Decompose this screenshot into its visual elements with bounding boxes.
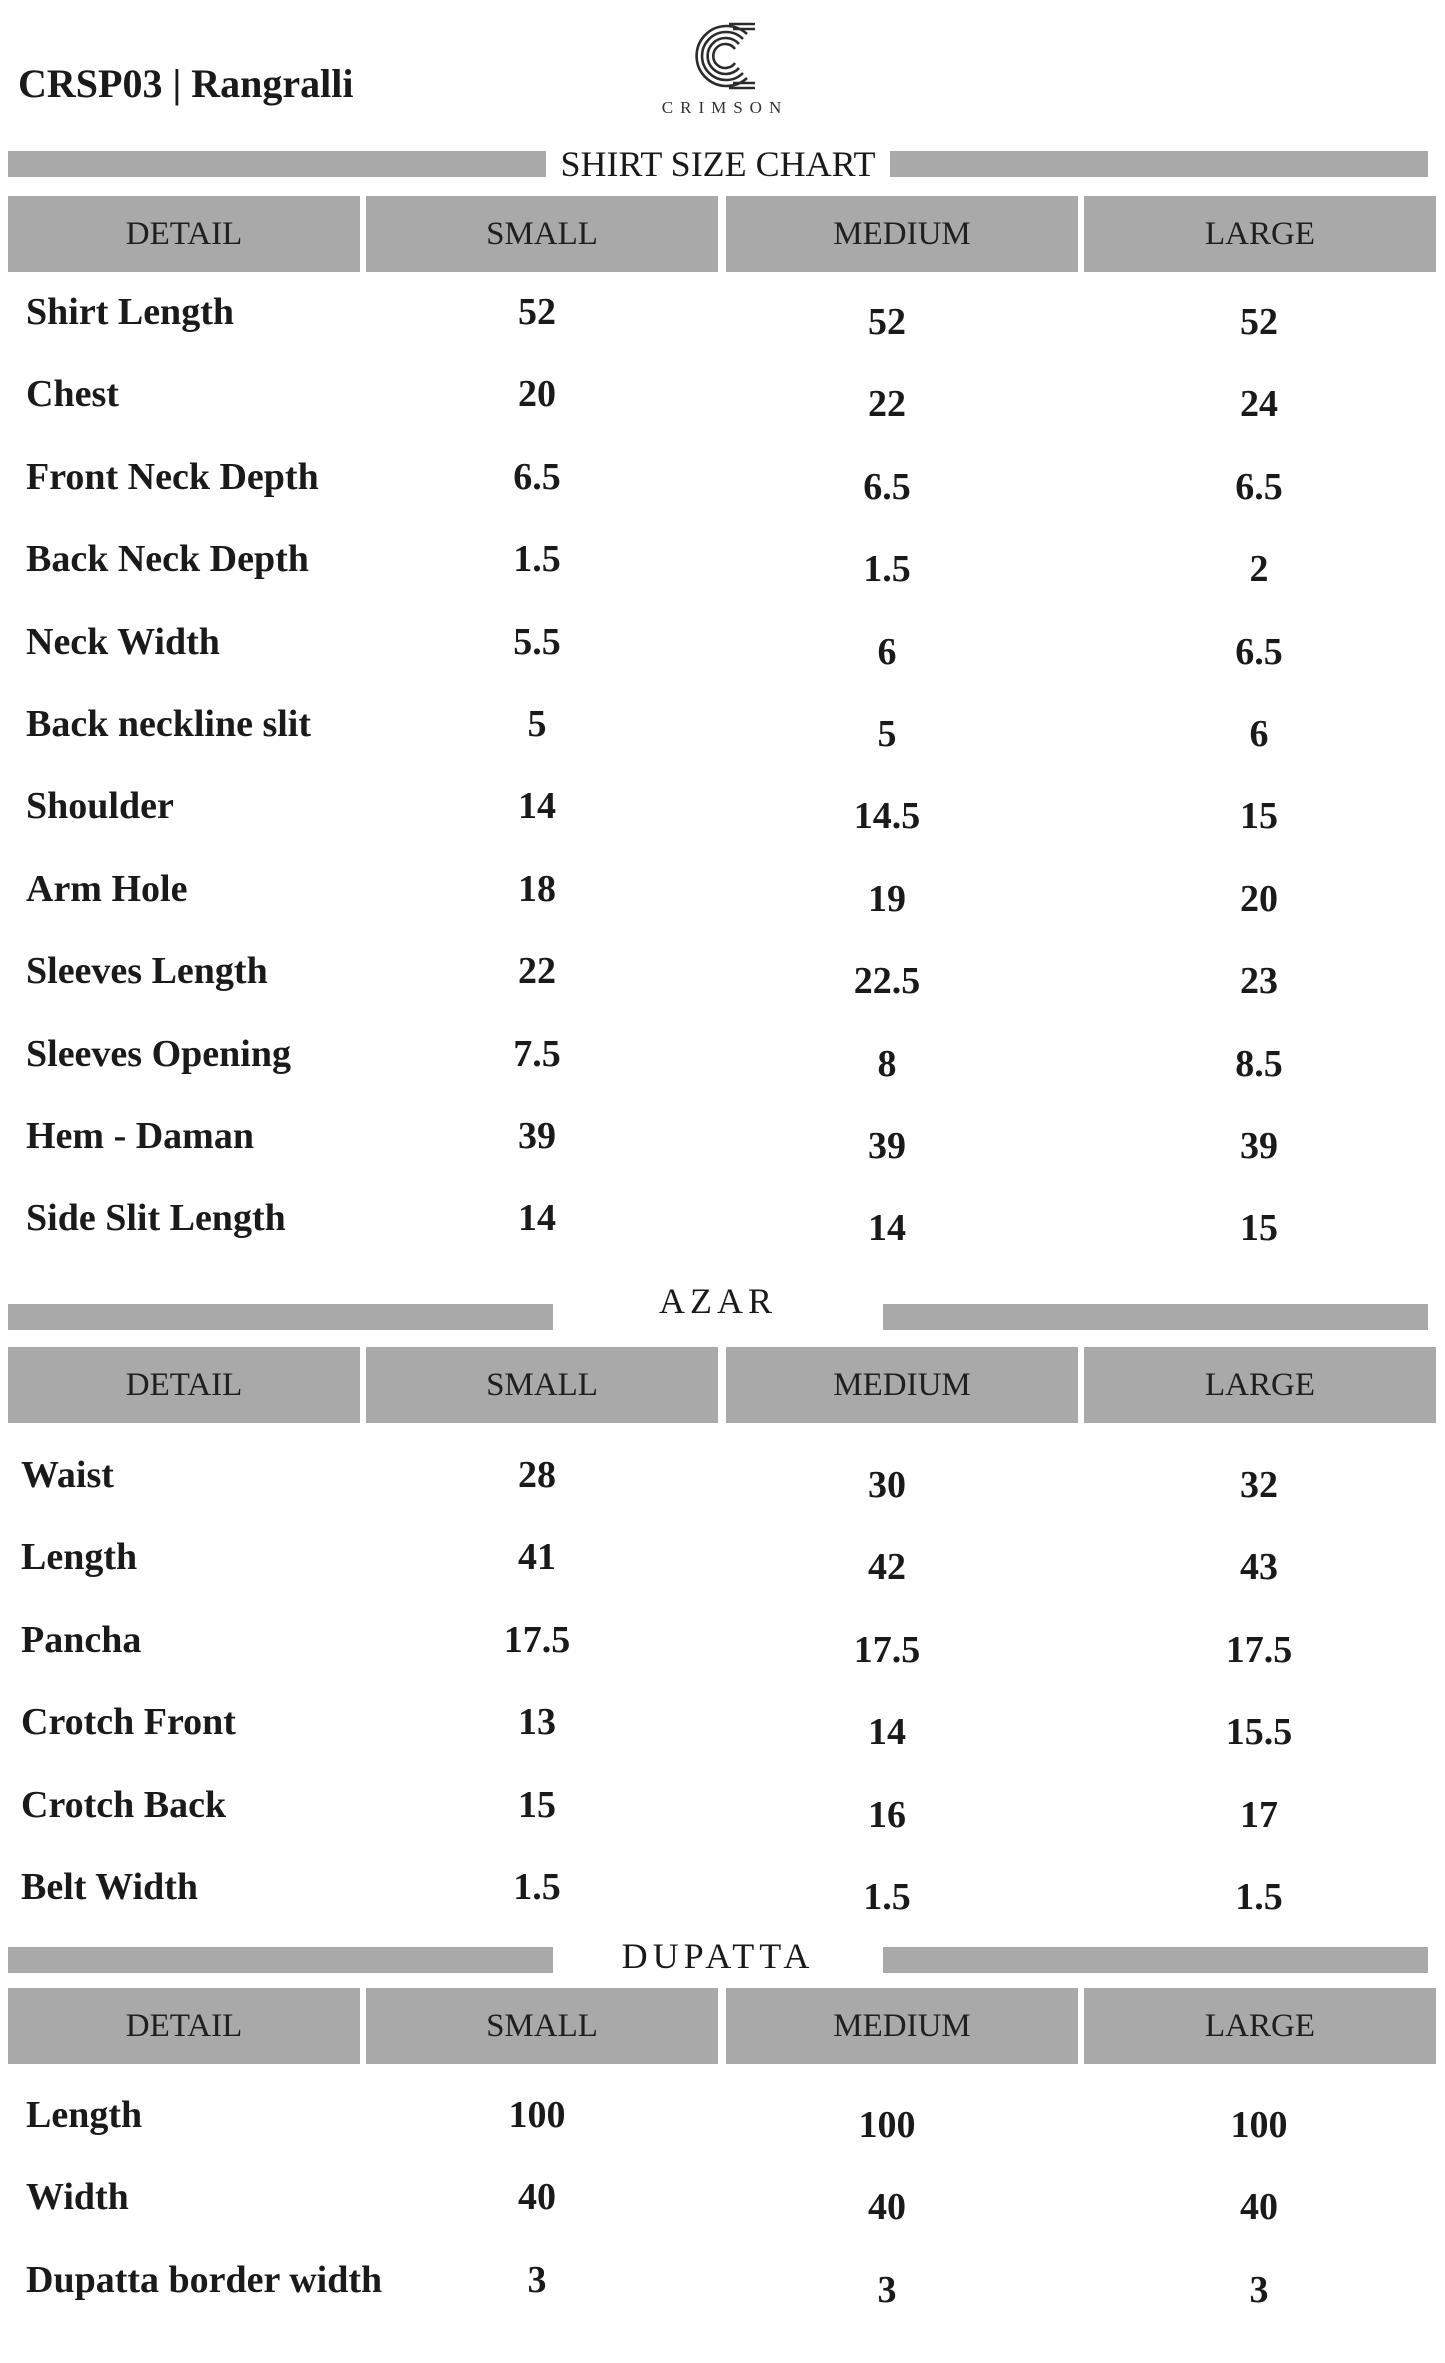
header-medium: MEDIUM bbox=[726, 196, 1078, 272]
value-medium: 5 bbox=[877, 713, 897, 755]
row-label: Width bbox=[26, 2176, 129, 2219]
section-title-row-azar bbox=[8, 1280, 1428, 1330]
row-label: Front Neck Depth bbox=[26, 455, 319, 498]
value-medium: 19 bbox=[868, 877, 906, 920]
value-small: 20 bbox=[518, 373, 556, 416]
value-medium: 22 bbox=[868, 383, 906, 426]
header-medium: MEDIUM bbox=[726, 1988, 1078, 2064]
row-label: Hem - Daman bbox=[26, 1115, 254, 1157]
row-label: Dupatta border width bbox=[26, 2258, 383, 2301]
section-title-azar: AZAR bbox=[8, 1280, 1428, 1322]
value-large: 32 bbox=[1240, 1464, 1278, 1506]
row-label: Back neckline slit bbox=[26, 703, 312, 745]
value-large: 52 bbox=[1240, 301, 1278, 343]
row-label: Shirt Length bbox=[26, 291, 234, 333]
table-header-azar bbox=[8, 1347, 1438, 1423]
table-row bbox=[0, 784, 1445, 866]
brand-name: CRIMSON bbox=[661, 98, 789, 117]
value-large: 100 bbox=[1230, 2104, 1288, 2146]
value-small: 28 bbox=[518, 1454, 556, 1496]
value-large: 6.5 bbox=[1235, 465, 1283, 508]
value-medium: 42 bbox=[868, 1546, 906, 1589]
value-large: 15.5 bbox=[1225, 1711, 1293, 1754]
value-large: 20 bbox=[1240, 877, 1278, 920]
value-small: 1.5 bbox=[513, 1866, 561, 1908]
value-small: 1.5 bbox=[513, 538, 561, 581]
header-detail: DETAIL bbox=[8, 1347, 360, 1423]
table-header-shirt bbox=[8, 196, 1438, 272]
value-large: 15 bbox=[1240, 1207, 1278, 1250]
value-small: 41 bbox=[518, 1536, 556, 1579]
value-small: 5 bbox=[527, 703, 547, 745]
value-medium: 16 bbox=[868, 1793, 906, 1836]
row-label: Side Slit Length bbox=[26, 1197, 286, 1240]
row-label: Chest bbox=[26, 373, 119, 416]
value-medium: 1.5 bbox=[863, 1876, 911, 1918]
brand-logo bbox=[650, 20, 800, 118]
value-large: 2 bbox=[1249, 548, 1269, 591]
header-detail: DETAIL bbox=[8, 1988, 360, 2064]
table-row bbox=[0, 1032, 1445, 1114]
value-small: 5.5 bbox=[513, 620, 561, 663]
table-row bbox=[0, 620, 1445, 702]
table-row bbox=[0, 290, 1445, 372]
value-medium: 22.5 bbox=[853, 960, 921, 1003]
row-label: Sleeves Length bbox=[26, 950, 268, 993]
value-small: 13 bbox=[518, 1701, 556, 1744]
table-row bbox=[0, 537, 1445, 619]
table-row bbox=[0, 949, 1445, 1031]
value-large: 24 bbox=[1240, 383, 1278, 426]
value-large: 17 bbox=[1240, 1793, 1278, 1836]
row-label: Arm Hole bbox=[26, 867, 188, 910]
row-label: Neck Width bbox=[26, 620, 220, 663]
table-row bbox=[0, 1618, 1445, 1700]
value-medium: 39 bbox=[868, 1125, 906, 1167]
header-small: SMALL bbox=[366, 196, 718, 272]
value-large: 3 bbox=[1249, 2268, 1269, 2311]
row-label: Back Neck Depth bbox=[26, 538, 309, 581]
value-medium: 30 bbox=[868, 1464, 906, 1506]
value-medium: 6.5 bbox=[863, 465, 911, 508]
value-medium: 40 bbox=[868, 2186, 906, 2229]
header-small: SMALL bbox=[366, 1347, 718, 1423]
table-row bbox=[0, 455, 1445, 537]
value-small: 18 bbox=[518, 867, 556, 910]
value-small: 22 bbox=[518, 950, 556, 993]
section-title-shirt: SHIRT SIZE CHART bbox=[8, 143, 1428, 185]
header-large: LARGE bbox=[1084, 1347, 1436, 1423]
row-label: Length bbox=[21, 1536, 138, 1579]
row-label: Shoulder bbox=[26, 785, 174, 828]
table-row bbox=[0, 1114, 1445, 1196]
value-large: 6.5 bbox=[1235, 630, 1283, 673]
header-detail: DETAIL bbox=[8, 196, 360, 272]
value-small: 7.5 bbox=[513, 1032, 561, 1075]
row-label: Waist bbox=[21, 1454, 114, 1496]
section-title-row-dupatta bbox=[8, 1935, 1428, 1985]
value-small: 100 bbox=[508, 2094, 566, 2136]
value-large: 43 bbox=[1240, 1546, 1278, 1589]
row-label: Crotch Back bbox=[21, 1783, 227, 1826]
table-row bbox=[0, 1196, 1445, 1278]
value-large: 1.5 bbox=[1235, 1876, 1283, 1918]
value-small: 6.5 bbox=[513, 455, 561, 498]
row-label: Sleeves Opening bbox=[26, 1032, 291, 1075]
value-medium: 3 bbox=[877, 2268, 897, 2311]
value-small: 15 bbox=[518, 1783, 556, 1826]
value-medium: 8 bbox=[877, 1042, 897, 1085]
value-medium: 52 bbox=[868, 301, 906, 343]
table-row bbox=[0, 1453, 1445, 1535]
value-medium: 1.5 bbox=[863, 548, 911, 591]
header-large: LARGE bbox=[1084, 196, 1436, 272]
table-row bbox=[0, 2175, 1445, 2257]
row-label: Belt Width bbox=[21, 1866, 199, 1908]
table-header-dupatta bbox=[8, 1988, 1438, 2064]
header-large: LARGE bbox=[1084, 1988, 1436, 2064]
value-medium: 14.5 bbox=[853, 795, 921, 838]
table-row bbox=[0, 1783, 1445, 1865]
value-small: 39 bbox=[518, 1115, 556, 1157]
value-small: 3 bbox=[527, 2258, 547, 2301]
value-large: 40 bbox=[1240, 2186, 1278, 2229]
value-small: 14 bbox=[518, 785, 556, 828]
header-medium: MEDIUM bbox=[726, 1347, 1078, 1423]
value-small: 14 bbox=[518, 1197, 556, 1240]
value-large: 8.5 bbox=[1235, 1042, 1283, 1085]
row-label: Pancha bbox=[21, 1618, 142, 1661]
value-small: 17.5 bbox=[503, 1618, 571, 1661]
row-label: Crotch Front bbox=[21, 1701, 236, 1744]
table-row bbox=[0, 372, 1445, 454]
product-title: CRSP03 | Rangralli bbox=[18, 61, 354, 106]
value-medium: 100 bbox=[858, 2104, 916, 2146]
table-row bbox=[0, 1535, 1445, 1617]
row-label: Length bbox=[26, 2094, 143, 2136]
header-small: SMALL bbox=[366, 1988, 718, 2064]
table-row bbox=[0, 2093, 1445, 2175]
value-large: 15 bbox=[1240, 795, 1278, 838]
table-row bbox=[0, 1700, 1445, 1782]
table-row bbox=[0, 702, 1445, 784]
table-row bbox=[0, 2258, 1445, 2340]
value-medium: 14 bbox=[868, 1207, 906, 1250]
value-large: 6 bbox=[1249, 713, 1269, 755]
value-medium: 17.5 bbox=[853, 1628, 921, 1671]
value-large: 23 bbox=[1240, 960, 1278, 1003]
crimson-c-logo-icon bbox=[689, 20, 761, 92]
section-title-row-shirt bbox=[8, 143, 1428, 193]
value-large: 39 bbox=[1240, 1125, 1278, 1167]
value-large: 17.5 bbox=[1225, 1628, 1293, 1671]
value-small: 52 bbox=[518, 291, 556, 333]
value-small: 40 bbox=[518, 2176, 556, 2219]
section-title-dupatta: DUPATTA bbox=[8, 1935, 1428, 1977]
table-row bbox=[0, 867, 1445, 949]
value-medium: 6 bbox=[877, 630, 897, 673]
value-medium: 14 bbox=[868, 1711, 906, 1754]
